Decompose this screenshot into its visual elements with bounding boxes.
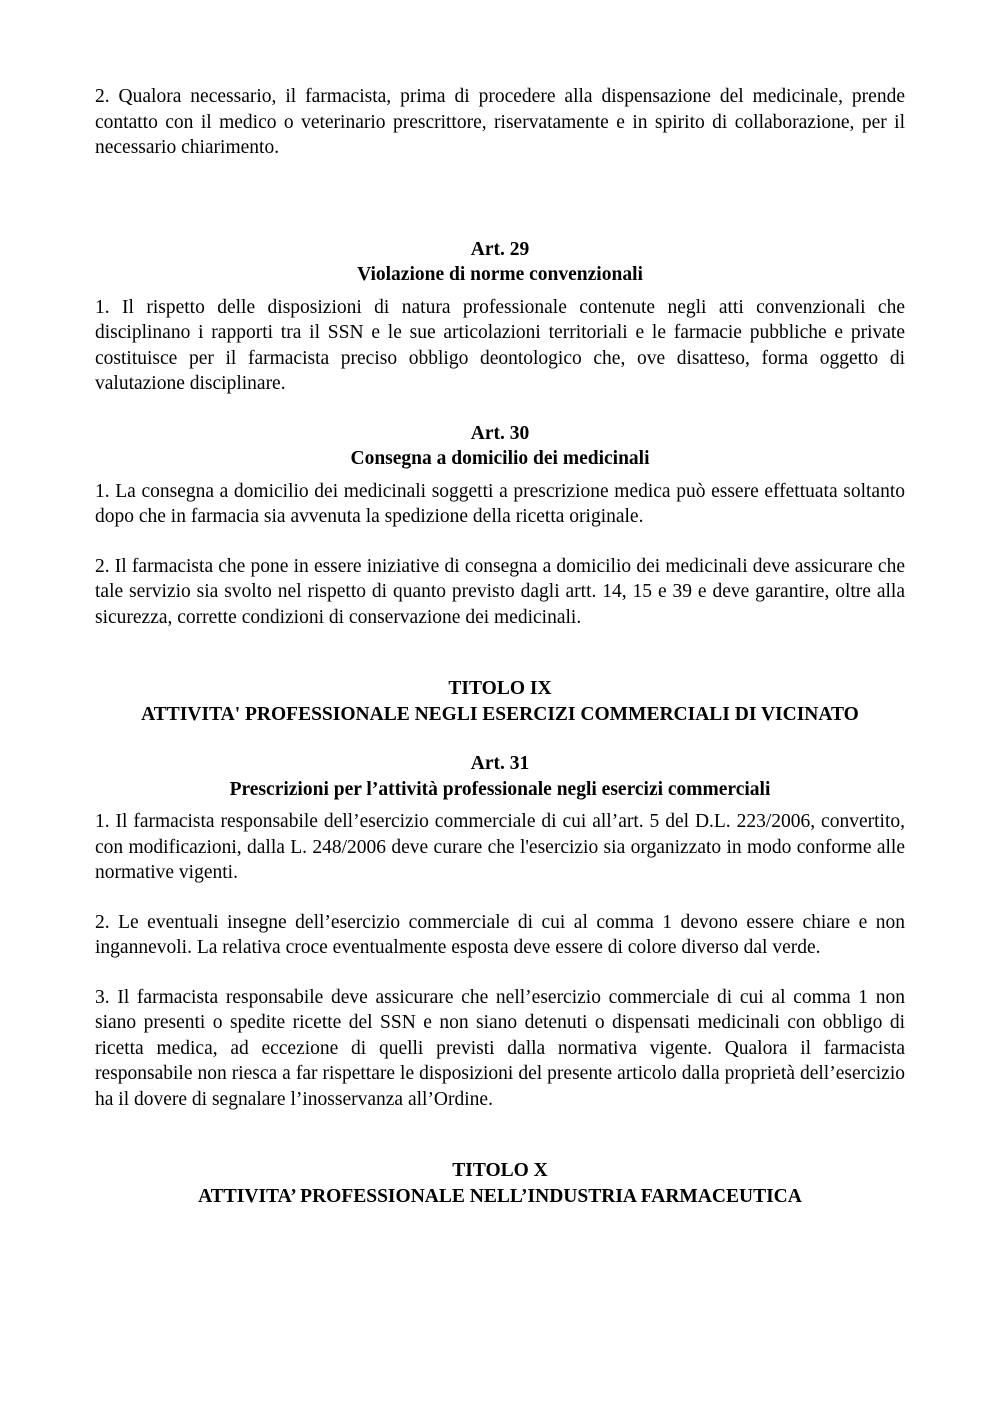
titolo-9-number: TITOLO IX xyxy=(448,678,552,699)
article-30-number: Art. 30 xyxy=(470,422,530,444)
article-29-number: Art. 29 xyxy=(470,238,530,260)
titolo-10-title: ATTIVITA’ PROFESSIONALE NELL’INDUSTRIA FARMACEUTICA xyxy=(198,1185,802,1207)
article-31-comma1: 1. Il farmacista responsabile dell’esercizio commerciale di cui all’art. 5 del D.L. 223/2006, convertito, con modificazioni, dalla L. 248/2006 deve curare che l'esercizio sia organizzato in modo conforme alle normative vigenti. xyxy=(95,811,905,883)
document-page xyxy=(95,84,905,1209)
article-30-comma2: 2. Il farmacista che pone in essere iniziative di consegna a domicilio dei medicinali deve assicurare che tale servizio sia svolto nel rispetto di quanto previsto dagli artt. 14, 15 e 39 e deve garantire, oltre alla sicurezza, corrette condizioni di conservazione dei medicinali. xyxy=(95,555,905,628)
titolo-9-title: ATTIVITA' PROFESSIONALE NEGLI ESERCIZI COMMERCIALI DI VICINATO xyxy=(141,703,859,725)
article-31-title: Prescrizioni per l’attività professionale negli esercizi commerciali xyxy=(229,778,771,800)
titolo-10-number: TITOLO X xyxy=(452,1160,548,1181)
article-31-comma2: 2. Le eventuali insegne dell’esercizio commerciale di cui al comma 1 devono essere chiare e non ingannevoli. La relativa croce eventualmente esposta deve essere di colore diverso dal verde. xyxy=(95,911,905,958)
article-31-number: Art. 31 xyxy=(470,753,530,774)
article-29-title: Violazione di norme convenzionali xyxy=(357,264,643,285)
paragraph-art28-comma2: 2. Qualora necessario, il farmacista, prima di procedere alla dispensazione del medicinale, prende contatto con il medico o veterinario prescrittore, riservatamente e in spirito di collaborazione, per il necessario chiarimento. xyxy=(95,86,905,158)
article-30-title: Consegna a domicilio dei medicinali xyxy=(350,448,650,469)
article-29-comma1: 1. Il rispetto delle disposizioni di natura professionale contenute negli atti convenzionali che disciplinano i rapporti tra il SSN e le sue articolazioni territoriali e le farmacie pubbliche e private costituisce per il farmacista preciso obbligo deontologico che, ove disatteso, forma oggetto di valutazione disciplinare. xyxy=(95,296,905,394)
article-31-comma3: 3. Il farmacista responsabile deve assicurare che nell’esercizio commerciale di cui al comma 1 non siano presenti o spedite ricette del SSN e non siano detenuti o dispensati medicinali con obbligo di ricetta medica, ad eccezione di quelli previsti dalla normativa vigente. Qualora il farmacista responsabile non riesca a far rispettare le disposizioni del presente articolo dalla proprietà dell’esercizio ha il dovere di segnalare l’inosservanza all’Ordine. xyxy=(95,986,905,1110)
article-30-comma1: 1. La consegna a domicilio dei medicinali soggetti a prescrizione medica può essere effettuata soltanto dopo che in farmacia sia avvenuta la spedizione della ricetta originale. xyxy=(95,480,905,527)
